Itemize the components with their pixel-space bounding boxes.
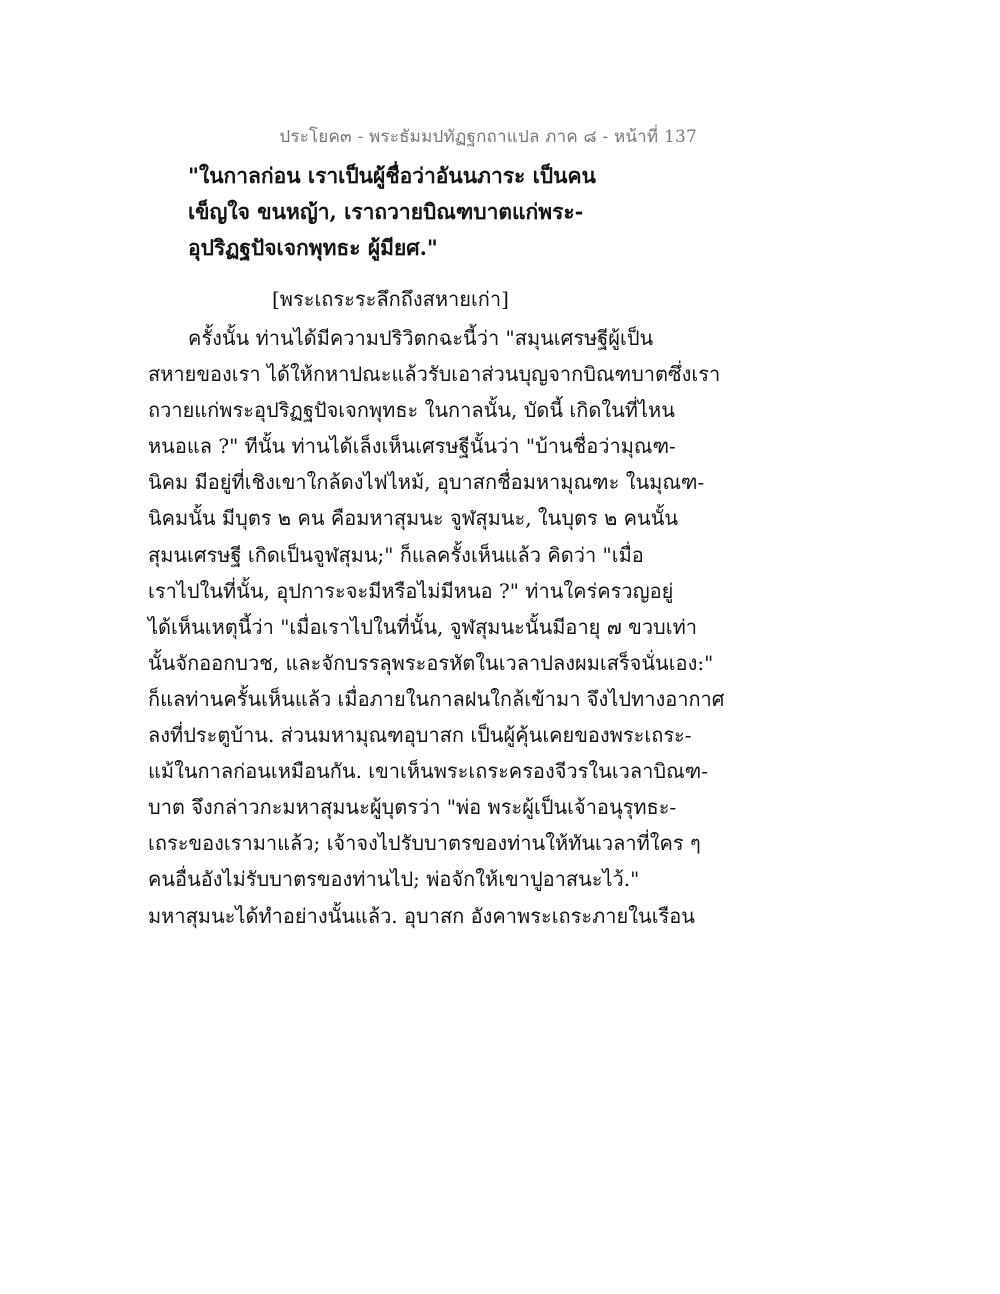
body-line: ก็แลท่านครั้นเห็นแล้ว เมื่อภายในกาลฝนใกล้เข้ามา จึงไปทางอากาศ [148,686,725,711]
body-line: แม้ในกาลก่อนเหมือนกัน. เขาเห็นพระเถระครองจีวรในเวลาบิณฑ- [148,759,708,784]
body-line: เราไปในที่นั้น, อุปการะจะมีหรือไม่มีหนอ ?" ท่านใคร่ครวญอยู่ [148,578,674,603]
body-line: ครั้งนั้น ท่านได้มีความปริวิตกฉะนี้ว่า "สมุนเศรษฐีผู้เป็น [188,326,654,350]
body-paragraph [148,320,725,934]
section-subheading: [พระเถระระลึกถึงสหายเก่า] [272,287,509,311]
body-line: ได้เห็นเหตุนี้ว่า "เมื่อเราไปในที่นั้น, จูฬสุมนะนั้นมีอายุ ๗ ขวบเท่า [148,614,697,639]
body-line: สุมนเศรษฐี เกิดเป็นจูฬสุมน;" ก็แลครั้งเห็นแล้ว คิดว่า "เมื่อ [148,542,644,567]
body-line: นั้นจักออกบวช, และจักบรรลุพระอรหัตในเวลาปลงผมเสร็จนั่นเอง:" [148,650,714,675]
verse-line: อุปริฏฐปัจเจกพุทธะ ผู้มียศ." [188,235,438,260]
page-header: ประโยค๓ - พระธัมมปทัฏฐกถาแปล ภาค ๘ - หน้าที่ 137 [279,127,697,147]
body-line: ลงที่ประตูบ้าน. ส่วนมหามุณฑอุบาสก เป็นผู้คุ้นเคยของพระเถระ- [148,723,692,748]
verse-line: เข็ญใจ ขนหญ้า, เราถวายบิณฑบาตแก่พระ- [188,199,584,224]
body-line: นิคมนั้น มีบุตร ๒ คน คือมหาสุมนะ จูฬสุมนะ, ในบุตร ๒ คนนั้น [148,506,679,531]
body-line: มหาสุมนะได้ทำอย่างนั้นแล้ว. อุบาสก อังคาพระเถระภายในเรือน [148,903,695,928]
body-line: ถวายแก่พระอุปริฏฐปัจเจกพุทธะ ในกาลนั้น, บัดนี้ เกิดในที่ไหน [148,398,675,423]
verse-block [188,158,688,266]
body-line: สหายของเรา ได้ให้กหาปณะแล้วรับเอาส่วนบุญจากบิณฑบาตซึ่งเรา [148,362,721,387]
body-line: คนอื่นอังไม่รับบาตรของท่านไป; พ่อจักให้เขาปูอาสนะไว้." [148,867,640,892]
body-line: หนอแล ?" ทีนั้น ท่านได้เล็งเห็นเศรษฐีนั้นว่า "บ้านชื่อว่ามุณฑ- [148,434,676,459]
verse-line: "ในกาลก่อน เราเป็นผู้ชื่อว่าอันนภาระ เป็นคน [188,163,596,188]
body-line: เถระของเรามาแล้ว; เจ้าจงไปรับบาตรของท่านให้ทันเวลาที่ใคร ๆ [148,831,701,856]
body-line: นิคม มีอยู่ที่เชิงเขาใกล้ดงไฟไหม้, อุบาสกชื่อมหามุณฑะ ในมุณฑ- [148,470,705,495]
body-line: บาต จึงกล่าวกะมหาสุมนะผู้บุตรว่า "พ่อ พระผู้เป็นเจ้าอนุรุทธะ- [148,795,677,820]
